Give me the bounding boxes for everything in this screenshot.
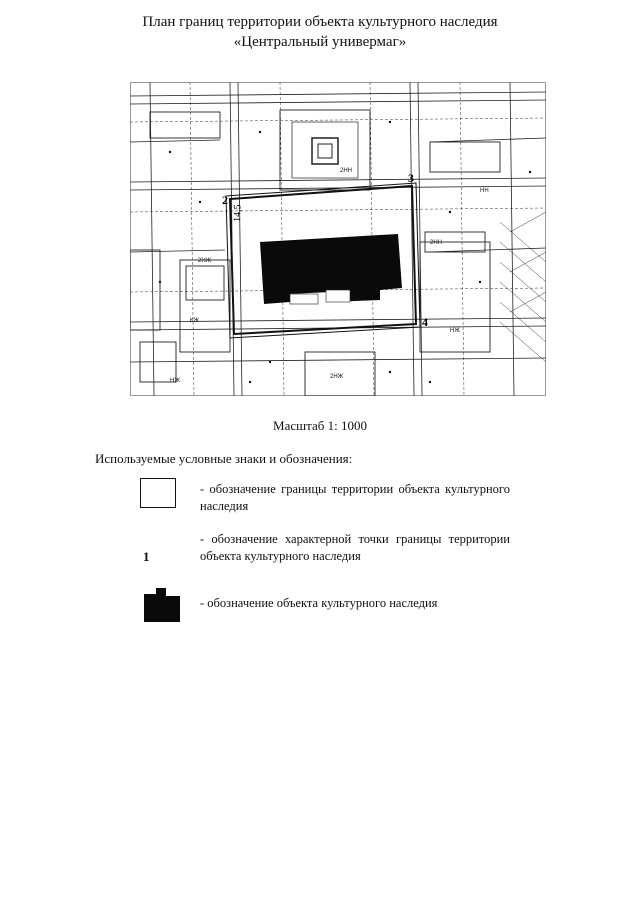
scale-label: Масштаб 1: 1000	[273, 418, 367, 433]
legend-item-point: - обозначение характерной точки границы территории объекта культурного наследия	[200, 532, 510, 563]
legend-title: Используемые условные знаки и обозначения:	[95, 451, 353, 466]
dimension-label: 14,5	[232, 204, 244, 223]
map-label: КЖ	[190, 318, 200, 324]
page-title-line-1: План границ территории объекта культурного наследия	[142, 14, 498, 30]
page-title-line-2: «Центральный универмаг»	[233, 34, 407, 50]
map-label: НН	[480, 188, 489, 194]
map-label: 2НЖ	[330, 374, 344, 380]
map-label: НЖ	[450, 328, 460, 334]
point-symbol: 1	[143, 549, 150, 564]
annex-block	[290, 294, 318, 304]
map-label: 2НН	[430, 240, 443, 246]
boundary-point-4: 4	[422, 315, 428, 329]
map-label: 2НЖ	[198, 258, 212, 264]
boundary-point-2: 2	[222, 193, 228, 207]
boundary-symbol-icon	[140, 478, 176, 508]
site-plan-map	[130, 82, 546, 396]
annex-block	[326, 290, 350, 302]
map-label: НЖ	[170, 378, 180, 384]
legend-item-object: - обозначение объекта культурного наследия	[200, 596, 438, 610]
heritage-object-icon	[142, 588, 182, 622]
map-label: 2НН	[340, 168, 353, 174]
site-plan-drawing	[130, 82, 546, 396]
legend-item-boundary: - обозначение границы территории объекта культурного наследия	[200, 482, 510, 513]
monument-square	[280, 110, 370, 190]
boundary-point-3: 3	[408, 171, 414, 185]
hatch-area-right	[500, 212, 546, 362]
